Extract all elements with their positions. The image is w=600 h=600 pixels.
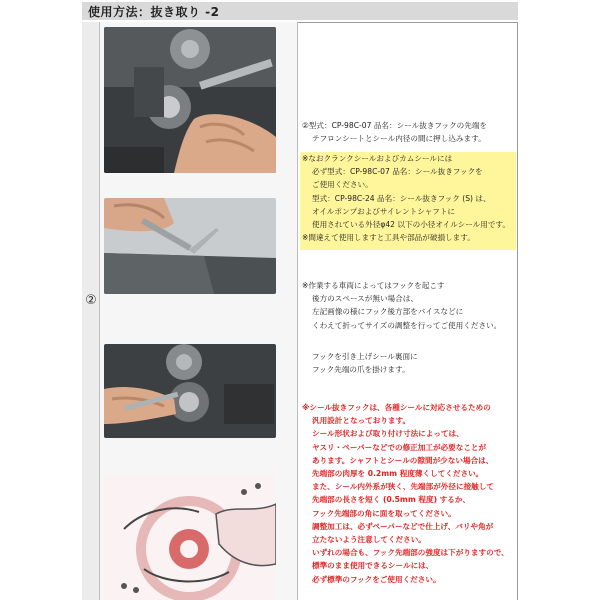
text-line: ご使用ください。	[312, 180, 373, 190]
text-line: ※間違えて使用しますと工具や部品が破損します。	[302, 233, 475, 243]
text-line: 必ず型式：CP-98C-07 品名：シール抜きフックを	[312, 167, 483, 177]
text-line: 必ず標準のフックをご使用ください。	[312, 574, 441, 584]
step-column	[82, 22, 100, 600]
text-line: 標準のまま使用できるシールには、	[312, 561, 434, 571]
text-line: くわえて折ってサイズの調整を行ってご使用ください。	[312, 320, 502, 330]
text-line: 調整加工は、必ずペーパーなどで仕上げ、バリや角が	[312, 521, 494, 531]
text-line: ※なおクランクシールおよびカムシールには	[302, 154, 453, 163]
instruction-block-1	[302, 119, 487, 145]
text-line: フック先端部の角に面を取ってください。	[312, 508, 456, 518]
text-line: テフロンシートとシール内径の間に押し込みます。	[312, 134, 486, 144]
text-line: 汎用設計となっております。	[312, 416, 411, 426]
text-line: 型式：CP-98C-24 品名：シール抜きフック (S) は、	[312, 193, 491, 203]
text-line: ※作業する車両によってはフックを起こす	[302, 281, 445, 290]
text-line: あります。シャフトとシールの隙間が少ない場合は、	[312, 455, 494, 465]
text-line: ②型式：CP-98C-07 品名：シール抜きフックの先端を	[302, 121, 488, 130]
text-line: 先端部の長さを短く (0.5mm 程度) するか、	[312, 495, 471, 505]
text-line: また、シール内外系が狭く、先端部が外径に接触して	[312, 482, 494, 492]
text-line: いずれの場合も、フック先端部の強度は下がりますので、	[312, 548, 509, 558]
instruction-block-4	[302, 350, 418, 376]
text-line: フック先端の爪を掛けます。	[312, 365, 410, 375]
text-line: 左記画像の様にフック後方部をバイスなどに	[312, 307, 464, 317]
text-line: 先端部の肉厚を 0.2mm 程度薄くしてください。	[312, 469, 484, 479]
page-header	[82, 2, 518, 20]
warning-block	[302, 401, 509, 586]
step-number: ②	[85, 293, 97, 308]
hook-illustration	[104, 474, 276, 600]
hook-pulling-seal-photo	[104, 344, 276, 438]
text-line: ※シール抜きフックは、各種シールに対応させるための	[302, 403, 491, 412]
instruction-block-2-note	[302, 152, 510, 244]
text-line: オイルポンプおよびサイレントシャフトに	[312, 206, 456, 216]
text-line: フックを引き上げシール裏面に	[312, 352, 418, 361]
text-line: シール形状および取り付け寸法によっては、	[312, 429, 464, 439]
text-line: 使用されている外径φ42 以下の小径オイルシール用です。	[312, 220, 511, 230]
hook-tool-on-vise-photo	[104, 198, 276, 294]
text-line: 後方のスペースが無い場合は、	[312, 294, 418, 304]
engine-crank-seal-photo	[104, 27, 276, 173]
instruction-block-3	[302, 279, 501, 332]
text-line: 立たないよう注意してください。	[312, 535, 426, 545]
text-line: ヤスリ・ペーパーなどでの修正加工が必要なことが	[312, 442, 487, 452]
page-title: 使用方法：抜き取り -2	[88, 4, 220, 19]
